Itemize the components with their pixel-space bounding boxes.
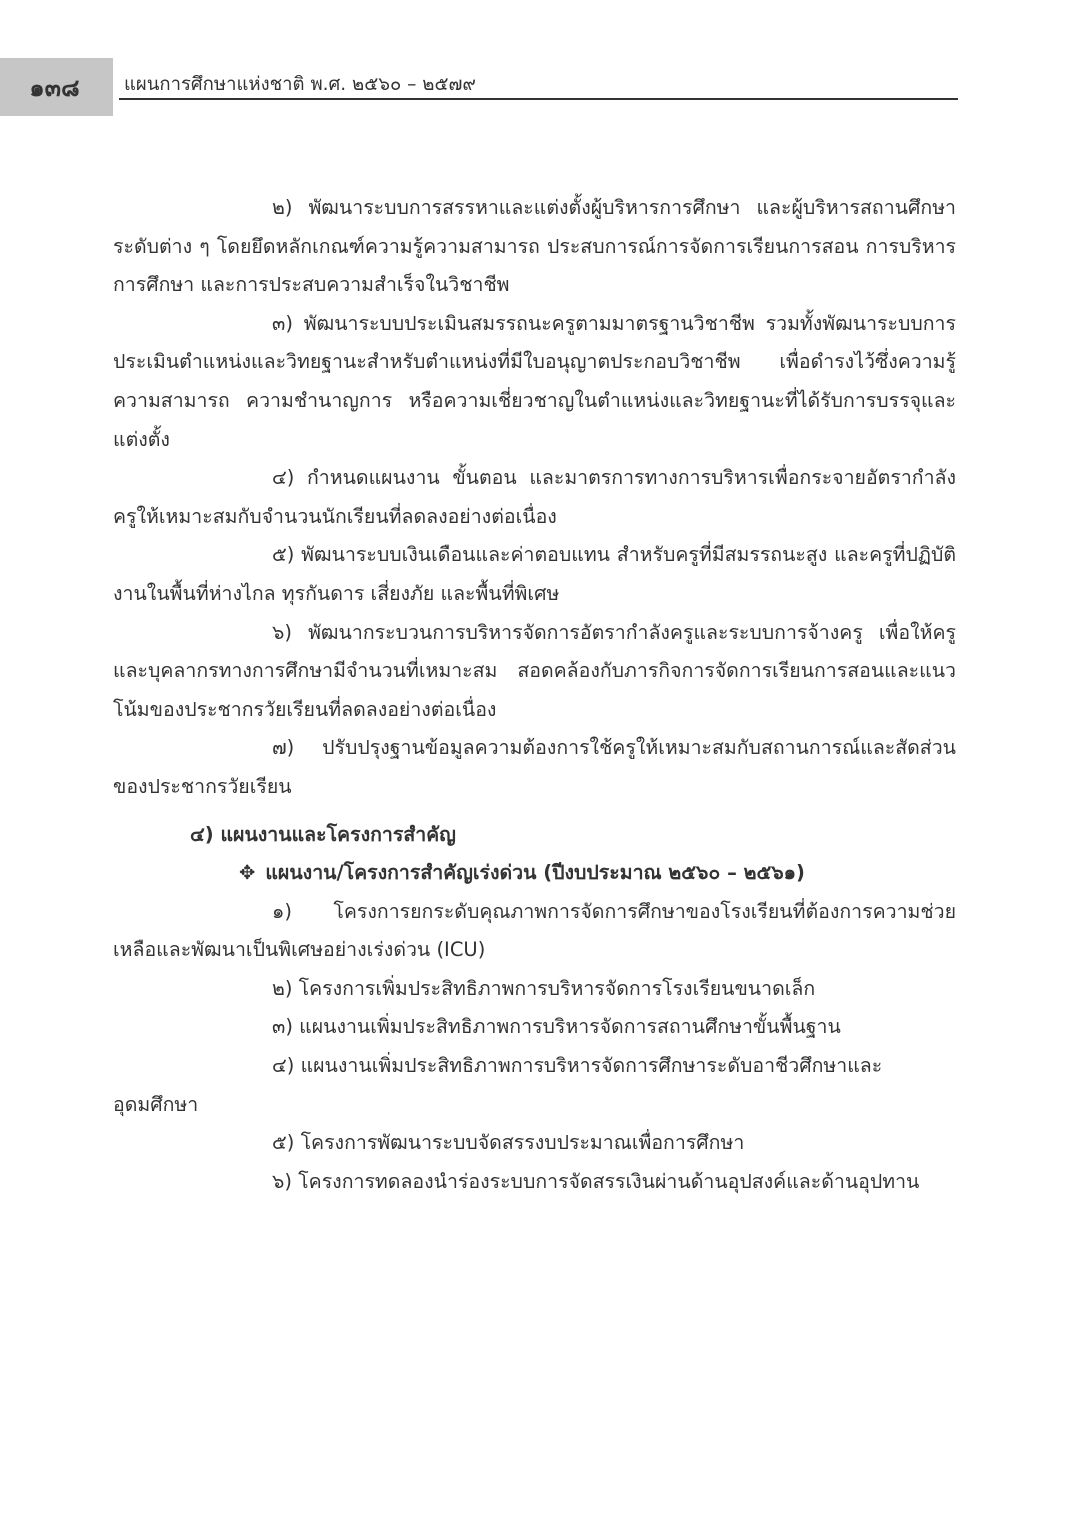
- page-number: ๑๓๘: [29, 73, 80, 102]
- four-diamond-bullet-icon: ✥: [239, 861, 256, 885]
- list-item: ๖) พัฒนากระบวนการบริหารจัดการอัตรากำลังครูและระบบการจ้างครู เพื่อให้ครูและบุคลากรทางการศึกษามีจำนวนที่เหมาะสม สอดคล้องกับภารกิจการจัดการเรียนการสอนและแนวโน้มของประชากรวัยเรียนที่ลดลงอย่างต่อเนื่อง: [113, 620, 956, 721]
- running-header-title: แผนการศึกษาแห่งชาติ พ.ศ. ๒๕๖๐ – ๒๕๗๙: [124, 74, 476, 95]
- list-item: ๓) แผนงานเพิ่มประสิทธิภาพการบริหารจัดการสถานศึกษาขั้นพื้นฐาน: [272, 1015, 841, 1039]
- list-item: ๒) พัฒนาระบบการสรรหาและแต่งตั้งผู้บริหารการศึกษา และผู้บริหารสถานศึกษาระดับต่าง ๆ โดยยึดหลักเกณฑ์ความรู้ความสามารถ ประสบการณ์การจัดการเรียนการสอน การบริหารการศึกษา และการประสบความสำเร็จในวิชาชีพ: [113, 196, 956, 297]
- list-item: ๖) โครงการทดลองนำร่องระบบการจัดสรรเงินผ่านด้านอุปสงค์และด้านอุปทาน: [272, 1169, 920, 1193]
- list-item: ๕) พัฒนาระบบเงินเดือนและค่าตอบแทน สำหรับครูที่มีสมรรถนะสูง และครูที่ปฏิบัติงานในพื้นที่ห่างไกล ทุรกันดาร เสี่ยงภัย และพื้นที่พิเศษ: [113, 543, 956, 605]
- header-rule: [119, 98, 958, 100]
- page-number-tab: [0, 58, 113, 116]
- document-body: [113, 189, 956, 1201]
- list-item: ๒) โครงการเพิ่มประสิทธิภาพการบริหารจัดการโรงเรียนขนาดเล็ก: [272, 976, 816, 1000]
- list-item-continuation: อุดมศึกษา: [113, 1092, 199, 1116]
- list-item: ๕) โครงการพัฒนาระบบจัดสรรงบประมาณเพื่อการศึกษา: [272, 1131, 745, 1155]
- list-item: ๑) โครงการยกระดับคุณภาพการจัดการศึกษาของโรงเรียนที่ต้องการความช่วยเหลือและพัฒนาเป็นพิเศษอย่างเร่งด่วน (ICU): [113, 899, 956, 962]
- list-item: ๗) ปรับปรุงฐานข้อมูลความต้องการใช้ครูให้เหมาะสมกับสถานการณ์และสัดส่วนของประชากรวัยเรียน: [113, 736, 956, 798]
- subsection-heading: [113, 854, 956, 893]
- section-heading: ๔) แผนงานและโครงการสำคัญ: [190, 822, 456, 846]
- list-item: ๓) พัฒนาระบบประเมินสมรรถนะครูตามมาตรฐานวิชาชีพ รวมทั้งพัฒนาระบบการประเมินตำแหน่งและวิทยฐานะสำหรับตำแหน่งที่มีใบอนุญาตประกอบวิชาชีพ เพื่อดำรงไว้ซึ่งความรู้ความสามารถ ความชำนาญการ หรือความเชี่ยวชาญในตำแหน่งและวิทยฐานะที่ได้รับการบรรจุและแต่งตั้ง: [113, 311, 956, 451]
- list-item: ๔) กำหนดแผนงาน ขั้นตอน และมาตรการทางการบริหารเพื่อกระจายอัตรากำลังครูให้เหมาะสมกับจำนวนนักเรียนที่ลดลงอย่างต่อเนื่อง: [113, 466, 956, 528]
- subsection-heading-text: แผนงาน/โครงการสำคัญเร่งด่วน (ปีงบประมาณ ๒๕๖๐ – ๒๕๖๑): [265, 861, 805, 885]
- list-item: ๔) แผนงานเพิ่มประสิทธิภาพการบริหารจัดการศึกษาระดับอาชีวศึกษาและ: [272, 1054, 883, 1078]
